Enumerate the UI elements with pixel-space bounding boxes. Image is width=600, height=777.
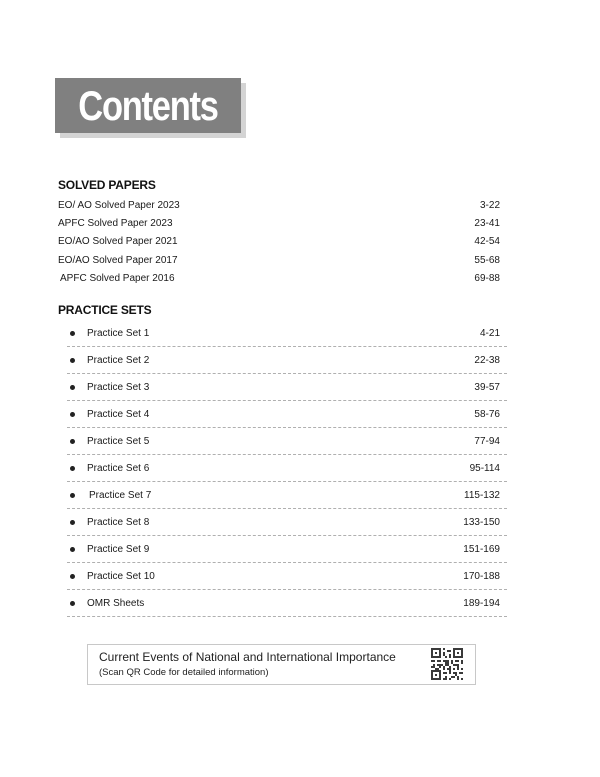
list-item[interactable] — [58, 270, 500, 288]
item-pages: 133-150 — [463, 516, 500, 528]
list-item[interactable] — [58, 196, 500, 214]
item-pages: 55-68 — [474, 254, 500, 266]
list-item[interactable] — [67, 428, 507, 455]
list-item[interactable] — [67, 455, 507, 482]
bullet-icon — [70, 466, 75, 471]
bullet-icon — [70, 547, 75, 552]
item-label: Practice Set 3 — [87, 381, 150, 393]
bullet-icon — [70, 358, 75, 363]
list-item[interactable] — [58, 251, 500, 269]
info-subtitle: (Scan QR Code for detailed information) — [99, 667, 269, 678]
list-item[interactable] — [58, 233, 500, 251]
list-item[interactable] — [58, 214, 500, 232]
item-pages: 22-38 — [474, 354, 500, 366]
item-label: Practice Set 10 — [87, 570, 155, 582]
item-pages: 189-194 — [463, 597, 500, 609]
item-label: EO/AO Solved Paper 2021 — [58, 236, 178, 248]
item-label: APFC Solved Paper 2016 — [60, 273, 175, 285]
item-label: Practice Set 6 — [87, 462, 150, 474]
item-label: EO/ AO Solved Paper 2023 — [58, 199, 180, 211]
page-title: Contents — [78, 81, 218, 129]
item-pages: 39-57 — [474, 381, 500, 393]
item-label: Practice Set 8 — [87, 516, 150, 528]
bullet-icon — [70, 574, 75, 579]
item-pages: 151-169 — [463, 543, 500, 555]
bullet-icon — [70, 412, 75, 417]
item-label: APFC Solved Paper 2023 — [58, 218, 173, 230]
item-pages: 4-21 — [479, 327, 500, 339]
list-item[interactable] — [67, 590, 507, 617]
item-pages: 115-132 — [464, 489, 500, 501]
item-pages: 58-76 — [474, 408, 500, 420]
bullet-icon — [70, 385, 75, 390]
item-pages: 95-114 — [469, 462, 500, 474]
info-title: Current Events of National and International Importance — [99, 650, 396, 664]
item-label: OMR Sheets — [87, 597, 145, 609]
item-pages: 170-188 — [463, 570, 500, 582]
qr-code-icon[interactable] — [431, 648, 463, 680]
list-item[interactable] — [67, 347, 507, 374]
bullet-icon — [70, 439, 75, 444]
list-item[interactable] — [67, 536, 507, 563]
current-events-box — [87, 644, 476, 685]
contents-header — [55, 78, 241, 133]
item-label: Practice Set 1 — [87, 327, 150, 339]
practice-sets-heading: PRACTICE SETS — [58, 303, 152, 317]
item-label: Practice Set 2 — [87, 354, 150, 366]
item-pages: 69-88 — [474, 273, 500, 285]
item-pages: 3-22 — [479, 199, 500, 211]
list-item[interactable] — [67, 320, 507, 347]
practice-sets-list — [67, 320, 507, 617]
list-item[interactable] — [67, 482, 507, 509]
item-label: EO/AO Solved Paper 2017 — [58, 254, 178, 266]
item-label: Practice Set 5 — [87, 435, 150, 447]
solved-papers-list — [58, 196, 500, 288]
list-item[interactable] — [67, 374, 507, 401]
item-pages: 23-41 — [474, 218, 500, 230]
solved-papers-heading: SOLVED PAPERS — [58, 178, 156, 192]
item-pages: 42-54 — [474, 236, 500, 248]
bullet-icon — [70, 520, 75, 525]
item-label: Practice Set 9 — [87, 543, 150, 555]
bullet-icon — [70, 331, 75, 336]
item-label: Practice Set 4 — [87, 408, 150, 420]
item-label: Practice Set 7 — [89, 489, 152, 501]
item-pages: 77-94 — [474, 435, 500, 447]
list-item[interactable] — [67, 509, 507, 536]
list-item[interactable] — [67, 401, 507, 428]
title-box — [55, 78, 241, 133]
bullet-icon — [70, 601, 75, 606]
list-item[interactable] — [67, 563, 507, 590]
bullet-icon — [70, 493, 75, 498]
